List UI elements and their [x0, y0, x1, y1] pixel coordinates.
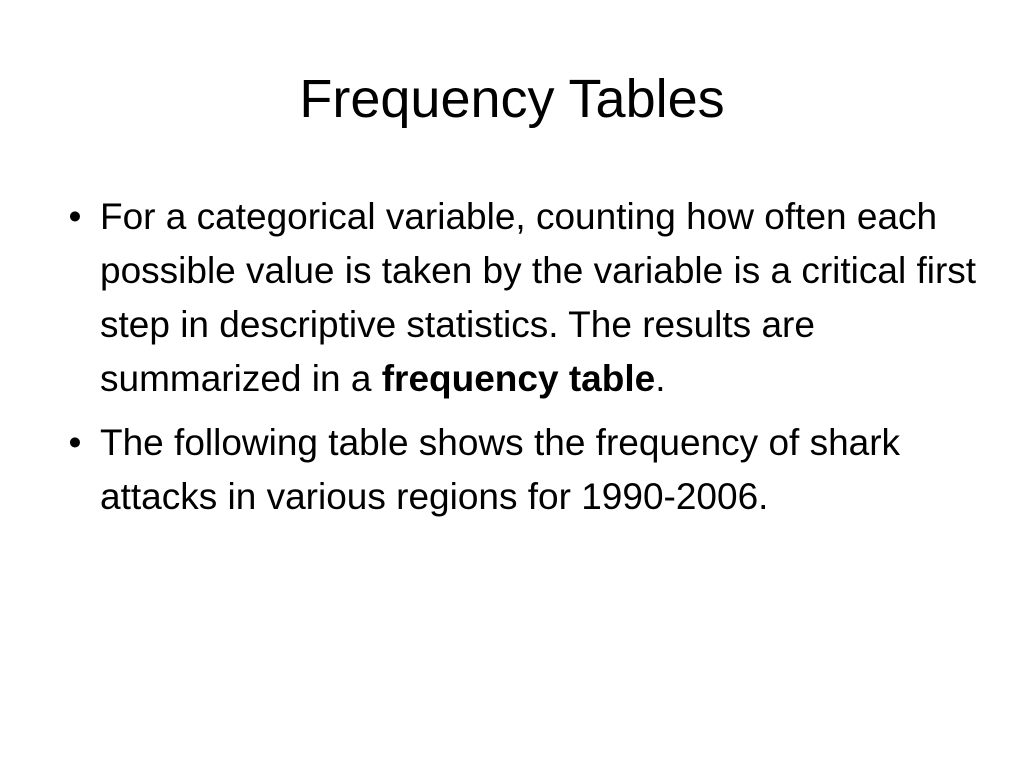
bullet-item-definition	[60, 190, 980, 406]
bullet-text: The following table shows the frequency of shark attacks in various regions for 1990-2006.	[100, 422, 901, 517]
bullet-marker: •	[68, 196, 82, 237]
bold-term: frequency table	[381, 358, 656, 399]
bullet-text-end: .	[655, 358, 666, 399]
slide-title: Frequency Tables	[299, 69, 725, 129]
bullet-marker: •	[68, 422, 82, 463]
bullet-text: For a categorical variable, counting how often each possible value is taken by the variable is a critical first step in descriptive statistics. The results are summarized in a	[100, 196, 977, 399]
bullet-item-table-intro	[60, 416, 980, 524]
bullet-list	[60, 190, 980, 534]
